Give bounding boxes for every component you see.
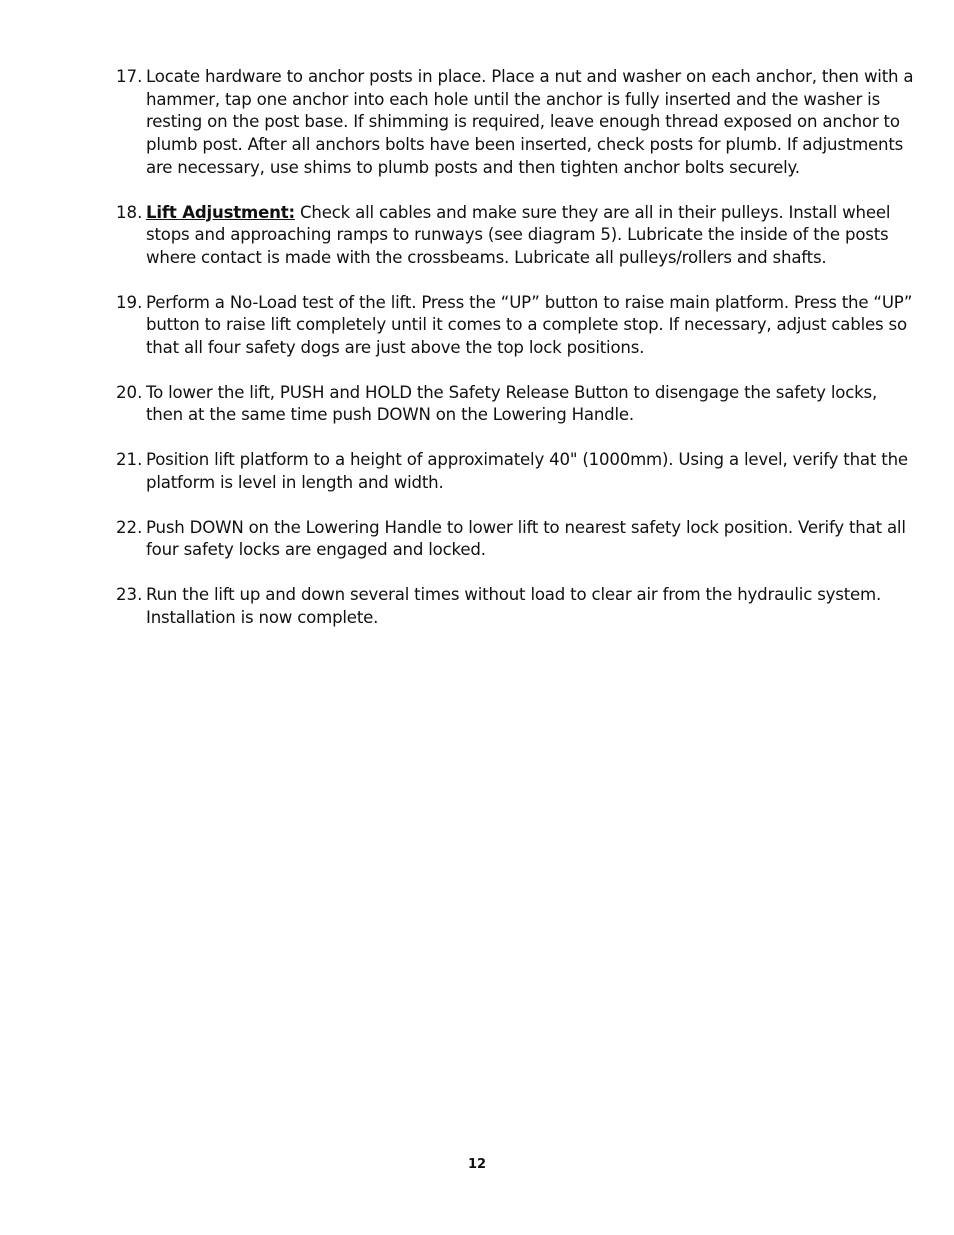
step-21 [116,449,916,494]
step-20 [116,382,916,427]
step-heading-lift-adjustment: Lift Adjustment: [146,202,295,222]
step-17 [116,66,916,180]
step-text: Position lift platform to a height of approximately 40" (1000mm). Using a level, verify that the platform is level in length and width. [146,450,908,492]
step-text: Locate hardware to anchor posts in place. Place a nut and washer on each anchor, then with a hammer, tap one anchor into each hole until the anchor is fully inserted and the washer is resting on the post base. If shimming is required, leave enough thread exposed on anchor to plumb post. After all anchors bolts have been inserted, check posts for plumb. If adjustments are necessary, use shims to plumb posts and then tighten anchor bolts securely. [146,67,914,177]
step-text: To lower the lift, PUSH and HOLD the Safety Release Button to disengage the safety locks, then at the same time push DOWN on the Lowering Handle. [146,382,878,425]
step-number: 20. [116,382,143,402]
step-number: 18. [116,202,143,222]
step-19 [116,292,916,360]
step-number: 23. [116,584,143,604]
step-22 [116,517,916,562]
step-18 [116,202,916,270]
step-text: Check all cables and make sure they are all in their pulleys. Install wheel stops and approaching ramps to runways (see diagram 5). Lubricate the inside of the posts where contact is made with the crossbeams. Lubricate all pulleys/rollers and shafts. [146,202,891,267]
step-body [146,202,916,270]
step-number: 21. [116,450,143,470]
step-text: Push DOWN on the Lowering Handle to lower lift to nearest safety lock position. Verify that all four safety locks are engaged and locked. [146,517,906,560]
step-text: Perform a No-Load test of the lift. Press the “UP” button to raise main platform. Press the “UP” button to raise lift completely until it comes to a complete stop. If necessary, adjust cables so that all four safety dogs are just above the top lock positions. [146,292,913,358]
step-number: 19. [116,292,143,312]
step-number: 17. [116,67,143,86]
instruction-steps-list [116,66,916,651]
step-number: 22. [116,517,143,537]
step-text: Run the lift up and down several times without load to clear air from the hydraulic system. Installation is now complete. [146,584,882,627]
step-23 [116,584,916,629]
page-number: 12 [467,1157,487,1172]
